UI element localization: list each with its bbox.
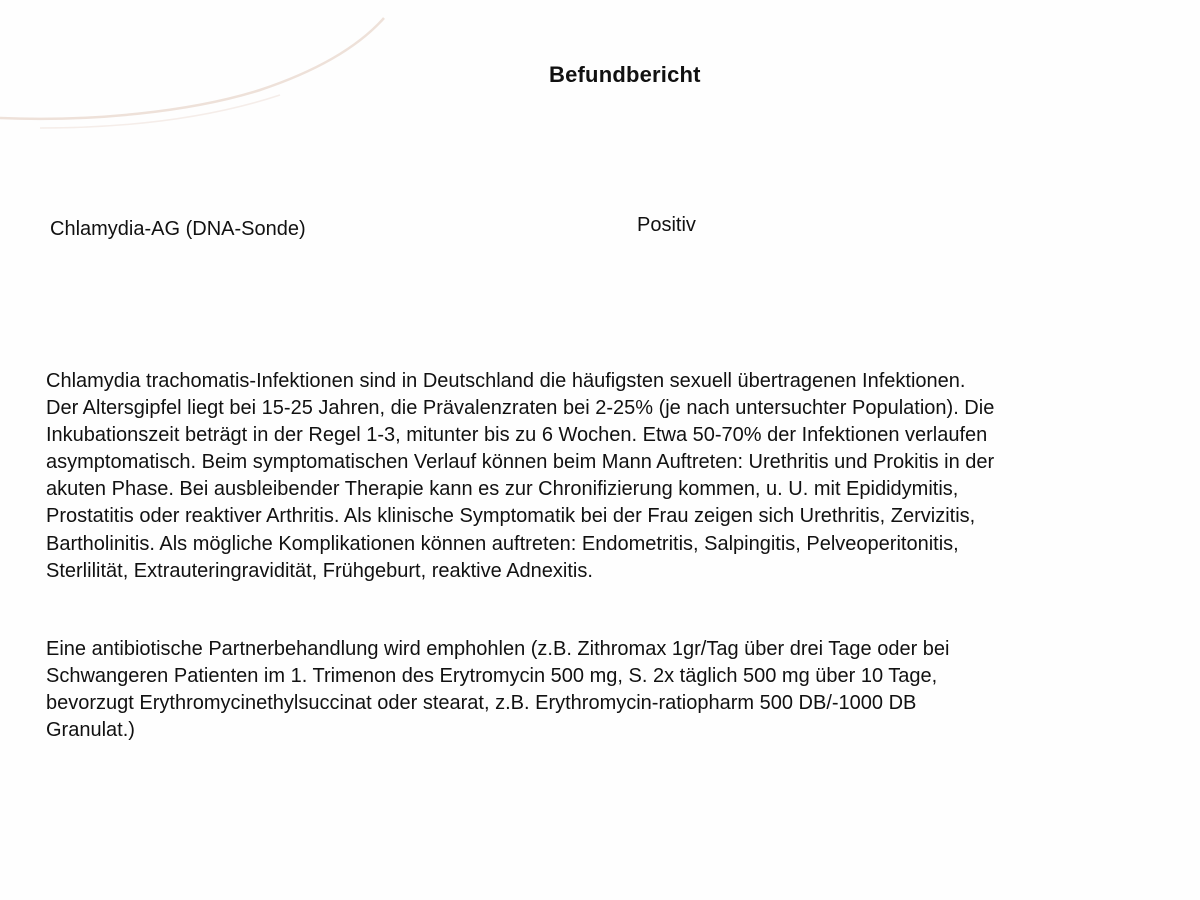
paper-curl-mark	[0, 0, 400, 150]
paragraph-line: Chlamydia trachomatis-Infektionen sind in Deutschland die häufigsten sexuell übertragenen Infektionen.	[46, 370, 966, 392]
paragraph-line: Inkubationszeit beträgt in der Regel 1-3, mitunter bis zu 6 Wochen. Etwa 50-70% der Infektionen verlaufen	[46, 424, 988, 447]
paragraph-line: Der Altersgipfel liegt bei 15-25 Jahren, die Prävalenzraten bei 2-25% (je nach untersuchter Population). Die	[46, 397, 995, 420]
paragraph-line: Bartholinitis. Als mögliche Komplikationen können auftreten: Endometritis, Salpingitis, Pelveoperitonitis,	[46, 532, 959, 555]
paragraph-line: Eine antibiotische Partnerbehandlung wird emphohlen (z.B. Zithromax 1gr/Tag über drei Tage oder bei	[46, 638, 950, 660]
paragraph-line: Prostatitis oder reaktiver Arthritis. Als klinische Symptomatik bei der Frau zeigen sich Urethritis, Zervizitis,	[46, 505, 976, 528]
paragraph-line: Schwangeren Patienten im 1. Trimenon des Erytromycin 500 mg, S. 2x täglich 500 mg über 10 Tage,	[46, 665, 938, 688]
paragraph-line: Granulat.)	[46, 719, 135, 742]
paragraph-line: asymptomatisch. Beim symptomatischen Verlauf können beim Mann Auftreten: Urethritis und Prokitis in der	[46, 451, 995, 474]
test-name: Chlamydia-AG (DNA-Sonde)	[50, 218, 306, 240]
test-result-value: Positiv	[637, 214, 696, 236]
paragraph-line: bevorzugt Erythromycinethylsuccinat oder stearat, z.B. Erythromycin-ratiopharm 500 DB/-1000 DB	[46, 692, 917, 715]
test-result-row	[50, 214, 750, 248]
paragraph-line: Sterlilität, Extrauteringravidität, Frühgeburt, reaktive Adnexitis.	[46, 559, 593, 582]
report-title: Befundbericht	[549, 62, 701, 87]
findings-paragraph	[46, 368, 1196, 585]
paragraph-line: akuten Phase. Bei ausbleibender Therapie kann es zur Chronifizierung kommen, u. U. mit Epididymitis,	[46, 478, 959, 501]
treatment-paragraph	[46, 636, 1156, 744]
